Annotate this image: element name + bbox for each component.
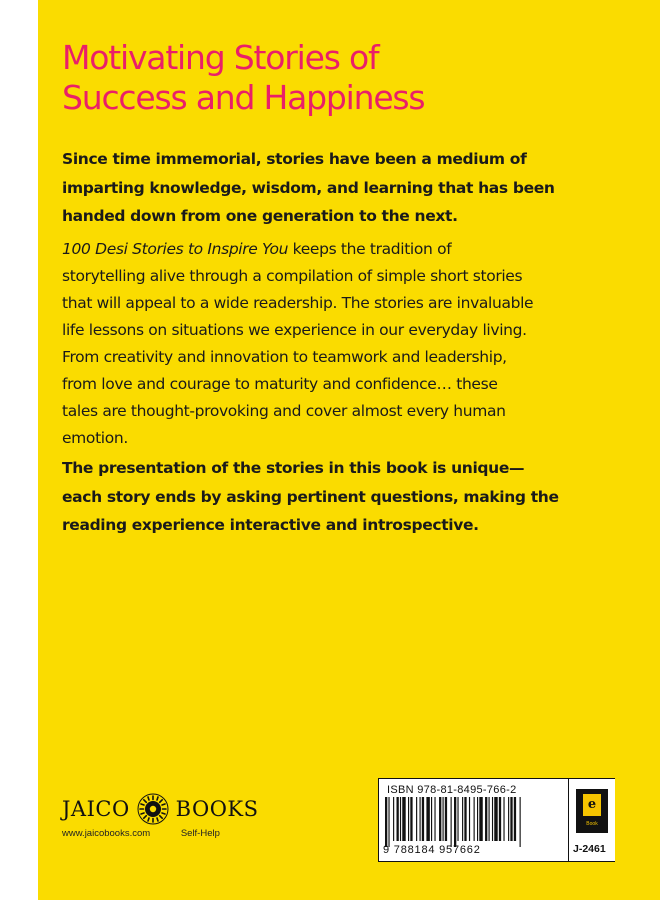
- closing-paragraph: [62, 454, 559, 540]
- description-line: storytelling alive through a compilation of simple short stories: [62, 267, 523, 285]
- description-line: life lessons on situations we experience in our everyday living.: [62, 321, 527, 339]
- book-code: J-2461: [573, 843, 606, 855]
- barcode-label: [378, 778, 615, 862]
- barcode-side-panel: [568, 779, 615, 861]
- description-line: from love and courage to maturity and confidence… these: [62, 375, 498, 393]
- intro-line: handed down from one generation to the next.: [62, 207, 458, 225]
- publisher-meta: [62, 828, 248, 839]
- publisher-name-right: BOOKS: [175, 797, 259, 821]
- headline-line-2: Success and Happiness: [62, 78, 425, 117]
- headline-line-1: Motivating Stories of: [62, 38, 379, 77]
- book-category: Self-Help: [180, 828, 220, 839]
- publisher-logo: [62, 793, 259, 825]
- headline: [62, 38, 582, 118]
- barcode-digits: 9 788184 957662: [383, 844, 481, 856]
- intro-line: imparting knowledge, wisdom, and learning that has been: [62, 178, 555, 197]
- barcode-icon: [383, 797, 561, 847]
- description-line: emotion.: [62, 429, 128, 447]
- intro-paragraph: [62, 145, 555, 231]
- book-title: 100 Desi Stories to Inspire You: [62, 240, 289, 258]
- closing-line: each story ends by asking pertinent questions, making the: [62, 487, 559, 506]
- description-line-rest: keeps the tradition of: [288, 240, 452, 258]
- ebook-caption: Book: [586, 821, 598, 827]
- description-line: [62, 236, 533, 263]
- description-line: tales are thought-provoking and cover almost every human: [62, 402, 506, 420]
- isbn-text: ISBN 978-81-8495-766-2: [387, 784, 517, 796]
- description-line: From creativity and innovation to teamwork and leadership,: [62, 348, 507, 366]
- sun-emblem-icon: [137, 793, 169, 825]
- description-paragraph: [62, 236, 533, 452]
- ebook-badge: [576, 789, 608, 833]
- closing-line: reading experience interactive and introspective.: [62, 516, 479, 534]
- publisher-website: www.jaicobooks.com: [62, 828, 151, 839]
- ebook-icon: e: [583, 794, 601, 816]
- closing-line: The presentation of the stories in this book is unique—: [62, 459, 525, 477]
- intro-line: Since time immemorial, stories have been a medium of: [62, 150, 527, 168]
- publisher-name-left: JAICO: [62, 797, 130, 821]
- description-line: that will appeal to a wide readership. The stories are invaluable: [62, 294, 534, 312]
